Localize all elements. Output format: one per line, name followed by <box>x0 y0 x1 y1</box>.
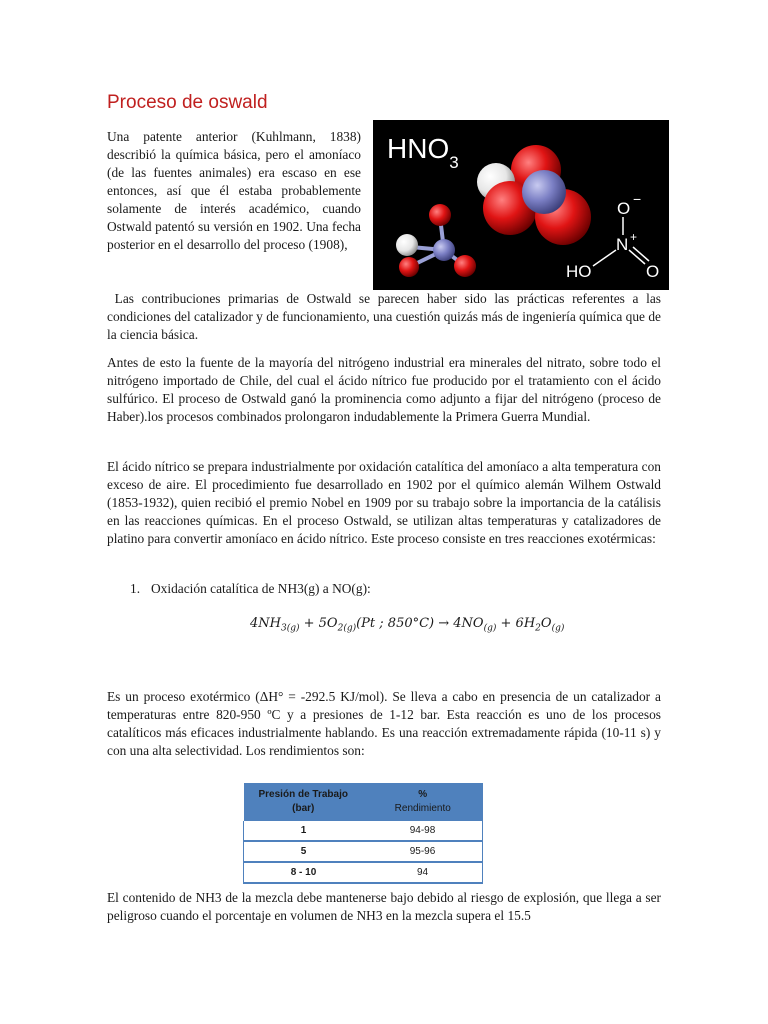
table-header-row <box>244 783 483 821</box>
cell-pressure: 8 - 10 <box>244 862 364 883</box>
svg-text:N: N <box>616 235 629 254</box>
reaction-equation: $4NH_{3(g)} + 5O_{2(g)}(Pt$ ; $850^\circ C) \to 4NO_{(g)} + 6H_2O_{(g)}$ <box>250 616 565 634</box>
paragraph-exothermic: Es un proceso exotérmico (ΔH° = -292.5 KJ/mol). Se lleva a cabo en presencia de un catalizador a temperaturas entre 820-950 ºC y a presiones de 1-12 bar. Esta reacción es uno de los procesos catalíticos más eficaces industrialmente hablando. Es una reacción extremadamente rápida (10-11 s) y con una alta selectividad. Los rendimientos son: <box>107 689 661 758</box>
molecule-ball-and-stick <box>396 204 476 277</box>
svg-text:−: − <box>633 191 642 207</box>
list-item-step-1 <box>130 580 371 598</box>
hno3-molecule-figure <box>373 120 669 290</box>
intro-paragraph: Una patente anterior (Kuhlmann, 1838) describió la química básica, pero el amoníaco (de las fuentes animales) era escaso en ese entonces, así que él estaba probablemente solamente de interés académico, cuando Ostwald patentó su versión en 1902. Una fecha posterior en el desarrollo del proceso (1908), <box>107 129 361 252</box>
header-pressure: Presión de Trabajo (bar) <box>244 783 364 821</box>
cell-yield: 95-96 <box>363 841 483 862</box>
cell-yield: 94-98 <box>363 821 483 841</box>
table-row <box>244 841 483 862</box>
table-row <box>244 862 483 883</box>
molecule-3d-large <box>477 145 591 245</box>
paragraph-nh3-content: El contenido de NH3 de la mezcla debe mantenerse bajo debido al riesgo de explosión, que llega a ser peligroso cuando el porcentaje en volumen de NH3 en la mezcla supera el 15.5 <box>107 890 661 923</box>
list-text: Oxidación catalítica de NH3(g) a NO(g): <box>151 581 371 596</box>
cell-pressure: 5 <box>244 841 364 862</box>
svg-text:O: O <box>617 199 631 218</box>
page-title: Proceso de oswald <box>107 92 268 113</box>
svg-text:O: O <box>646 262 660 281</box>
header-yield: % Rendimiento <box>363 783 483 821</box>
paragraph-history: Antes de esto la fuente de la mayoría del nitrógeno industrial era minerales del nitrato, sobre todo el nitrógeno importado de Chile, del cual el ácido nítrico fue producido por el tratamiento con el ácido sulfúrico. El proceso de Ostwald ganó la prominencia como adjunto a fijar del nitrógeno (proceso de Haber).los procesos combinados prolongaron indudablemente la Primera Guerra Mundial. <box>107 355 661 424</box>
cell-pressure: 1 <box>244 821 364 841</box>
formula-label: $HNO_3$ <box>387 133 459 172</box>
yield-table <box>243 783 483 884</box>
paragraph-contributions: Las contribuciones primarias de Ostwald se parecen haber sido las prácticas referentes a las condiciones del catalizador y de funcionamiento, una cuestión quizás más de ingeniería química que de la ciencia básica. <box>107 291 665 342</box>
svg-text:HO: HO <box>566 262 592 281</box>
svg-text:+: + <box>630 230 638 244</box>
cell-yield: 94 <box>363 862 483 883</box>
list-number: 1. <box>130 581 141 596</box>
table-row <box>244 821 483 841</box>
paragraph-industrial-process: El ácido nítrico se prepara industrialmente por oxidación catalítica del amoníaco a alta temperatura con exceso de aire. El procedimiento fue desarrollado en 1902 por el químico alemán Wilhem Ostwald (1853-1932), quien recibió el premio Nobel en 1909 por su trabajo sobre la importancia de la catálisis en las reacciones químicas. En el proceso Ostwald, se utilizan altas temperaturas y catalizadores de platino para convertir amoníaco en ácido nítrico. Este proceso consiste en tres reacciones exotérmicas: <box>107 459 661 546</box>
